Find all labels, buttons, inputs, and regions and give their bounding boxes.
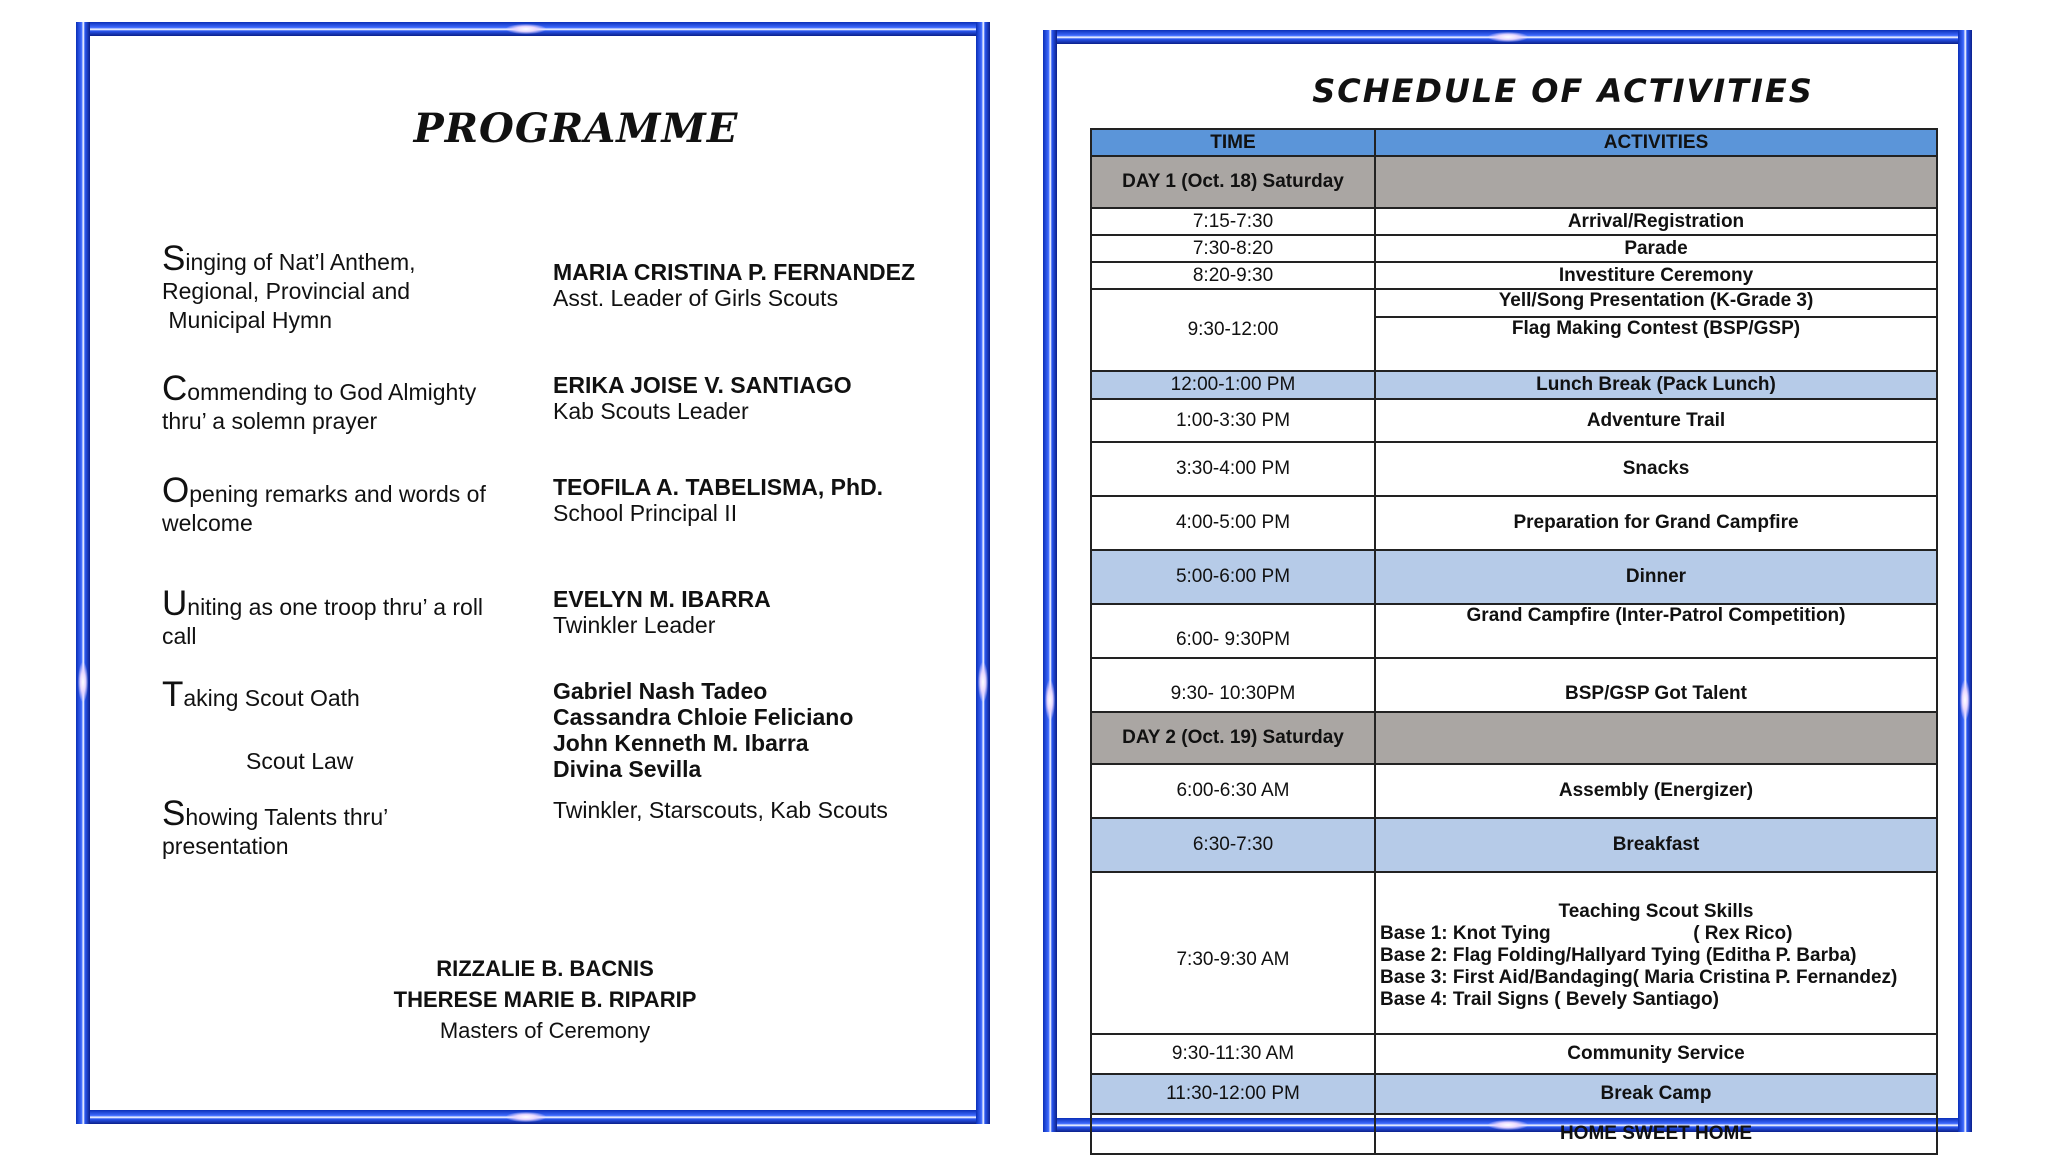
table-row: 8:20-9:30 Investiture Ceremony <box>1091 262 1937 289</box>
table-row: 1:00-3:30 PM Adventure Trail <box>1091 399 1937 442</box>
table-row: 6:30-7:30 Breakfast <box>1091 818 1937 872</box>
table-row: Flag Making Contest (BSP/GSP) <box>1091 317 1937 371</box>
programme-person-1: MARIA CRISTINA P. FERNANDEZ Asst. Leader of Girls Scouts <box>553 259 916 311</box>
table-row: 12:00-1:00 PM Lunch Break (Pack Lunch) <box>1091 371 1937 399</box>
programme-person-4: EVELYN M. IBARRA Twinkler Leader <box>553 586 771 638</box>
table-row: 9:30- 10:30PM BSP/GSP Got Talent <box>1091 658 1937 712</box>
table-row: 6:00-6:30 AM Assembly (Energizer) <box>1091 764 1937 818</box>
table-header <box>1091 129 1937 156</box>
programme-item-uniting: Uniting as one troop thru’ a roll call <box>162 584 484 649</box>
day-row <box>1091 712 1937 764</box>
table-row: 6:00- 9:30PM Grand Campfire (Inter-Patrol Competition) <box>1091 604 1937 658</box>
table-row: 9:30-11:30 AM Community Service <box>1091 1034 1937 1074</box>
programme-person-2: ERIKA JOISE V. SANTIAGO Kab Scouts Leader <box>553 372 852 424</box>
programme-item-scout-law: Scout Law <box>246 748 354 774</box>
day-row <box>1091 156 1937 208</box>
header-activities: ACTIVITIES <box>1375 129 1937 156</box>
programme-item-commending: Commending to God Almighty thru’ a solemn prayer <box>162 369 477 434</box>
programme-person-6: Twinkler, Starscouts, Kab Scouts <box>553 797 888 823</box>
table-row: HOME SWEET HOME <box>1091 1114 1937 1154</box>
programme-item-singing: Singing of Nat’l Anthem, Regional, Provincial and Municipal Hymn <box>162 239 416 333</box>
table-row: 7:15-7:30 Arrival/Registration <box>1091 208 1937 235</box>
programme-person-3: TEOFILA A. TABELISMA, PhD. School Principal II <box>553 474 884 526</box>
table-row: 9:30-12:00 Yell/Song Presentation (K-Grade 3) <box>1091 289 1937 317</box>
programme-item-taking: Taking Scout Oath <box>162 675 360 714</box>
masters-of-ceremony: RIZZALIE B. BACNIS THERESE MARIE B. RIPARIP Masters of Ceremony <box>393 956 697 1043</box>
table-row: 7:30-9:30 AM Teaching Scout Skills Base 1: Knot Tying ( Rex Rico) Base 2: Flag Folding/Hallyard Tying (Editha P. Barba) Base 3: First Aid/Bandaging( Maria Cristina P. Fernandez) Base 4: Trail Signs ( Bevely Santiago) <box>1091 872 1937 1034</box>
table-row: 4:00-5:00 PM Preparation for Grand Campfire <box>1091 496 1937 550</box>
programme-item-opening: Opening remarks and words of welcome <box>162 471 486 536</box>
table-row: 7:30-8:20 Parade <box>1091 235 1937 262</box>
programme-person-5: Gabriel Nash Tadeo Cassandra Chloie Feliciano John Kenneth M. Ibarra Divina Sevilla <box>553 678 854 782</box>
day-1-label: DAY 1 (Oct. 18) Saturday <box>1091 156 1375 208</box>
programme-title: PROGRAMME <box>413 105 739 152</box>
schedule-table <box>1090 128 1938 1155</box>
header-time: TIME <box>1091 129 1375 156</box>
programme-item-showing: Showing Talents thru’ presentation <box>162 794 389 859</box>
table-row: 5:00-6:00 PM Dinner <box>1091 550 1937 604</box>
schedule-title: SCHEDULE OF ACTIVITIES <box>1312 72 1814 110</box>
day-2-label: DAY 2 (Oct. 19) Saturday <box>1091 712 1375 764</box>
table-row: 11:30-12:00 PM Break Camp <box>1091 1074 1937 1114</box>
table-row: 3:30-4:00 PM Snacks <box>1091 442 1937 496</box>
